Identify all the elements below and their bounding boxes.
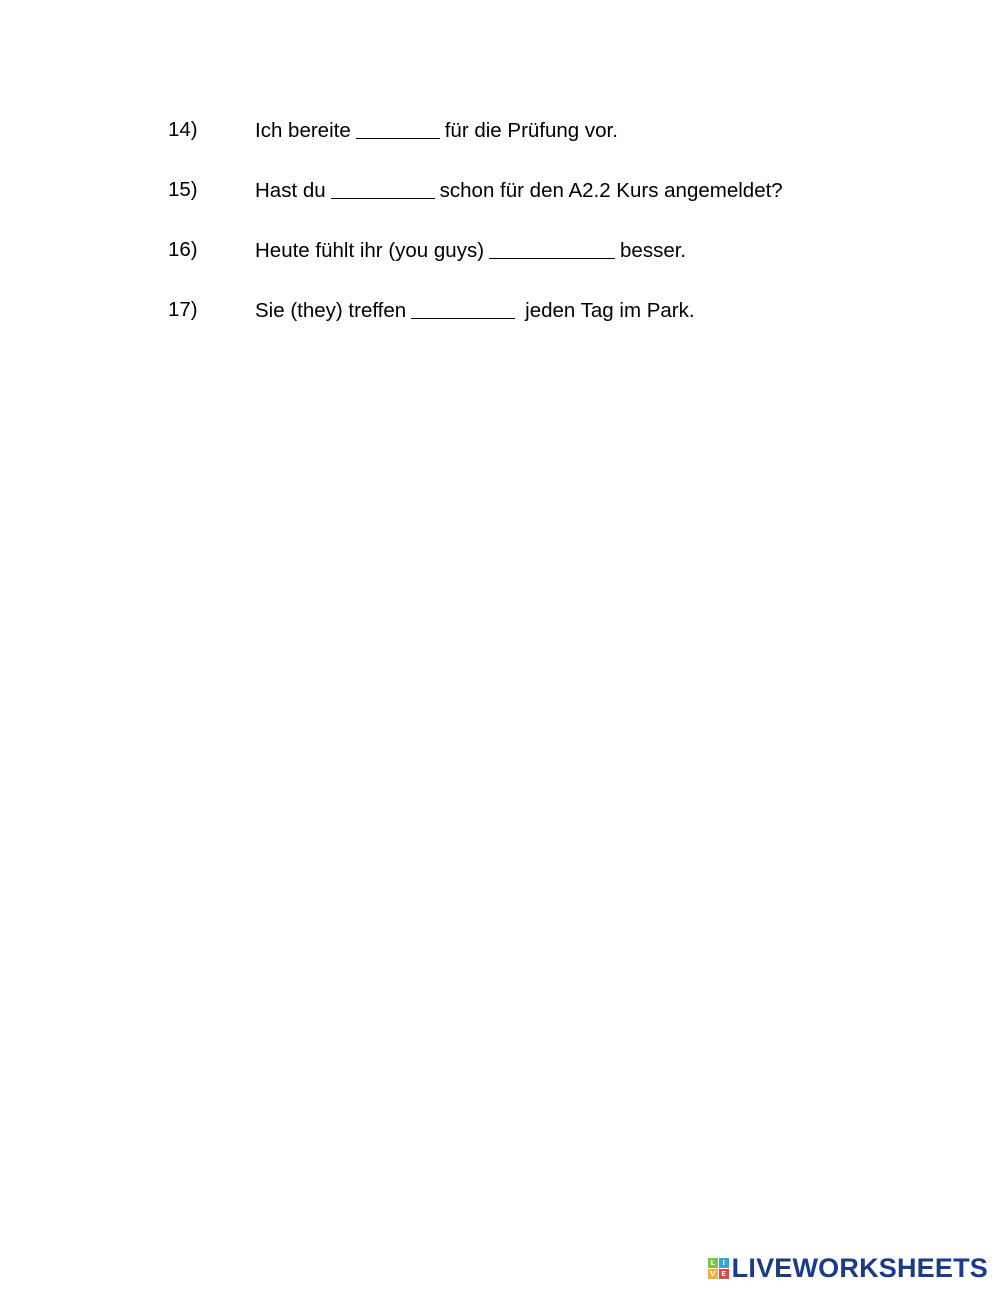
- exercise-number: 17): [168, 298, 198, 321]
- answer-blank[interactable]: [489, 240, 615, 259]
- sentence-text-after: besser.: [620, 238, 687, 262]
- logo-mark-tile: V: [708, 1269, 718, 1279]
- logo-mark-tile: L: [708, 1258, 718, 1268]
- sentence-text-after: jeden Tag im Park.: [525, 298, 695, 322]
- sentence-text-before: Hast du: [255, 178, 326, 202]
- logo-mark-tile: I: [719, 1258, 729, 1268]
- exercise-number: 16): [168, 238, 198, 261]
- exercise-sentence: [255, 298, 695, 323]
- exercise-number: 14): [168, 118, 198, 141]
- exercise-sentence: [255, 118, 618, 143]
- answer-blank[interactable]: [411, 300, 515, 319]
- liveworksheets-logo: [708, 1253, 988, 1284]
- logo-text: LIVEWORKSHEETS: [731, 1253, 988, 1283]
- exercise-item-15: [168, 175, 783, 205]
- sentence-text-before: Sie (they) treffen: [255, 298, 407, 322]
- exercise-item-16: [168, 235, 686, 265]
- logo-mark-tile: E: [719, 1269, 729, 1279]
- sentence-text-before: Heute fühlt ihr (you guys): [255, 238, 485, 262]
- exercise-item-14: [168, 115, 618, 145]
- answer-blank[interactable]: [331, 180, 435, 199]
- sentence-text-before: Ich bereite: [255, 118, 351, 142]
- exercise-sentence: [255, 238, 686, 263]
- sentence-text-after: schon für den A2.2 Kurs angemeldet?: [439, 178, 783, 202]
- sentence-text-after: für die Prüfung vor.: [444, 118, 618, 142]
- answer-blank[interactable]: [356, 120, 440, 139]
- exercise-sentence: [255, 178, 783, 203]
- logo-mark-icon: [708, 1258, 729, 1279]
- exercise-number: 15): [168, 178, 198, 201]
- exercise-item-17: [168, 295, 695, 325]
